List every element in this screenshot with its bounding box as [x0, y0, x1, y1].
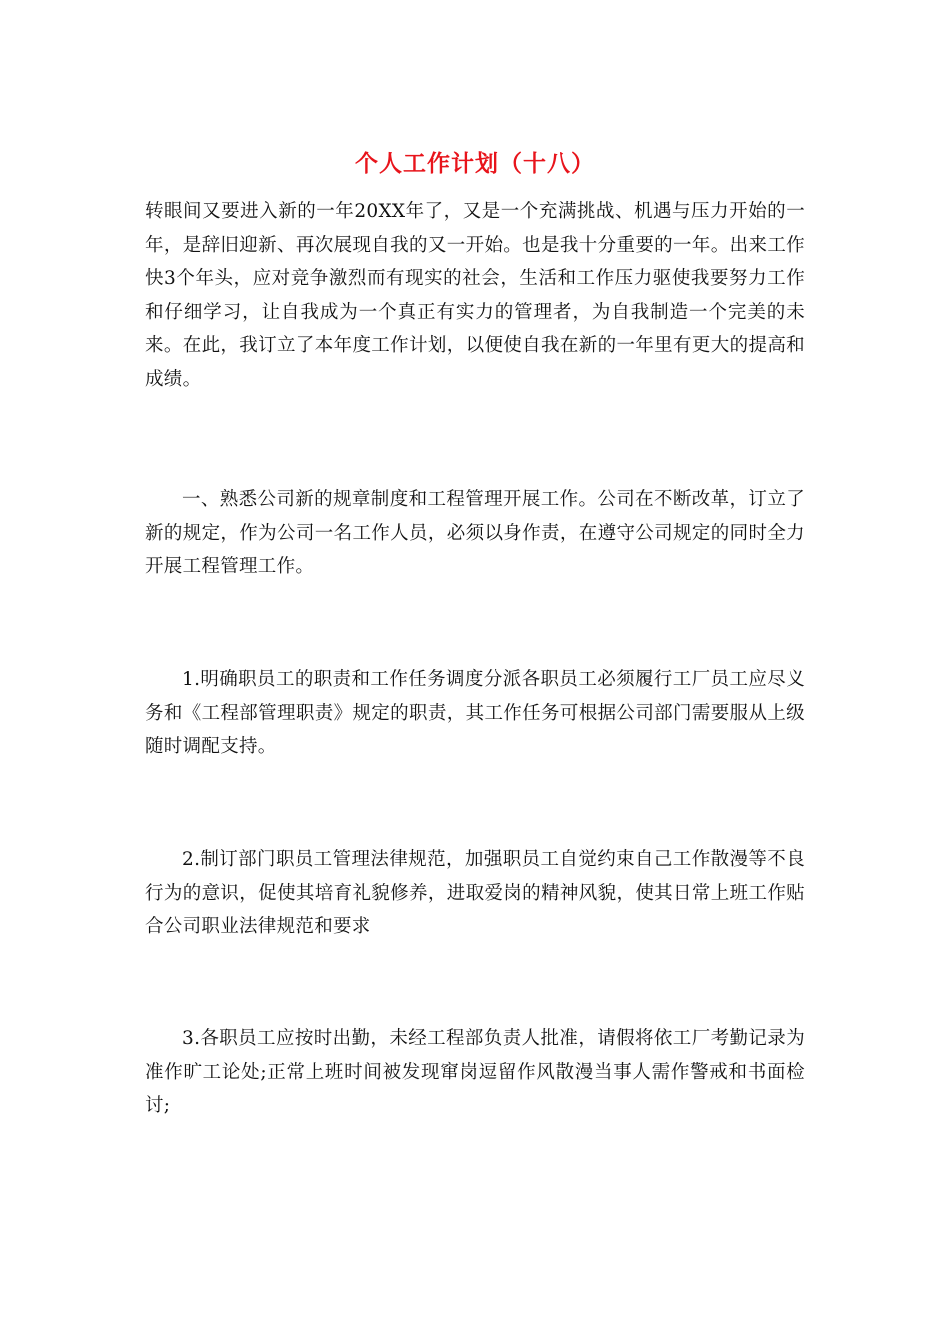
item-1-paragraph: 1.明确职员工的职责和工作任务调度分派各职员工必须履行工厂员工应尽义务和《工程部管理职责》规定的职责，其工作任务可根据公司部门需要服从上级随时调配支持。 — [145, 669, 805, 757]
document-title: 个人工作计划（十八） — [355, 150, 595, 177]
item-3-paragraph: 3.各职员工应按时出勤，未经工程部负责人批准，请假将依工厂考勤记录为准作旷工论处;正常上班时间被发现窜岗逗留作风散漫当事人需作警戒和书面检讨; — [145, 1028, 805, 1116]
section-one-paragraph: 一、熟悉公司新的规章制度和工程管理开展工作。公司在不断改革，订立了新的规定，作为公司一名工作人员，必须以身作责，在遵守公司规定的同时全力开展工程管理工作。 — [145, 489, 805, 577]
intro-paragraph: 转眼间又要进入新的一年20XX年了，又是一个充满挑战、机遇与压力开始的一年，是辞旧迎新、再次展现自我的又一开始。也是我十分重要的一年。出来工作快3个年头，应对竞争激烈而有现实的社会，生活和工作压力驱使我要努力工作和仔细学习，让自我成为一个真正有实力的管理者，为自我制造一个完美的未来。在此，我订立了本年度工作计划，以便使自我在新的一年里有更大的提高和成绩。 — [145, 201, 805, 390]
item-2-paragraph: 2.制订部门职员工管理法律规范，加强职员工自觉约束自己工作散漫等不良行为的意识，促使其培育礼貌修养，进取爱岗的精神风貌，使其日常上班工作贴合公司职业法律规范和要求 — [145, 849, 805, 937]
